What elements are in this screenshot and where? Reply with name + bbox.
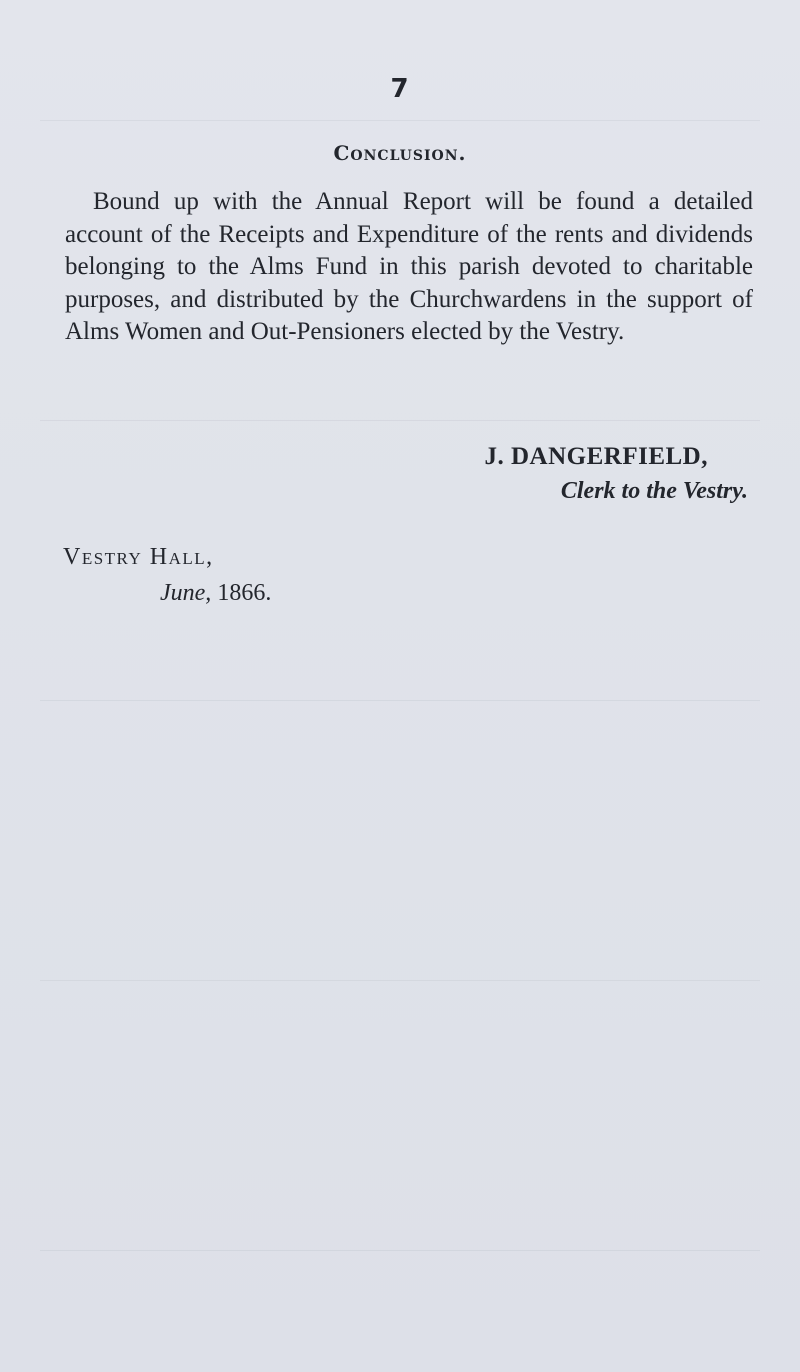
- bleed-line: [40, 420, 760, 421]
- place-line: Vestry Hall,: [63, 544, 214, 570]
- bleed-line: [40, 120, 760, 121]
- bleed-line: [40, 980, 760, 981]
- date-line: [160, 580, 271, 607]
- bleed-line: [40, 1250, 760, 1251]
- signature-title: Clerk to the Vestry.: [560, 478, 748, 504]
- page-number: 7: [390, 74, 410, 104]
- bleed-line: [40, 700, 760, 701]
- body-paragraph: Bound up with the Annual Report will be found a detailed account of the Receipts and Expenditure of the rents and dividends belonging to the Alms Fund in this parish devoted to charitable purposes, and distributed by the Churchwardens in the support of Alms Women and Out-Pensioners elected by the Vestry.: [65, 188, 753, 345]
- section-heading: Conclusion.: [333, 141, 467, 165]
- signature-name: J. DANGERFIELD,: [484, 443, 708, 470]
- date-year: 1866.: [217, 580, 272, 606]
- date-month: June,: [160, 580, 212, 606]
